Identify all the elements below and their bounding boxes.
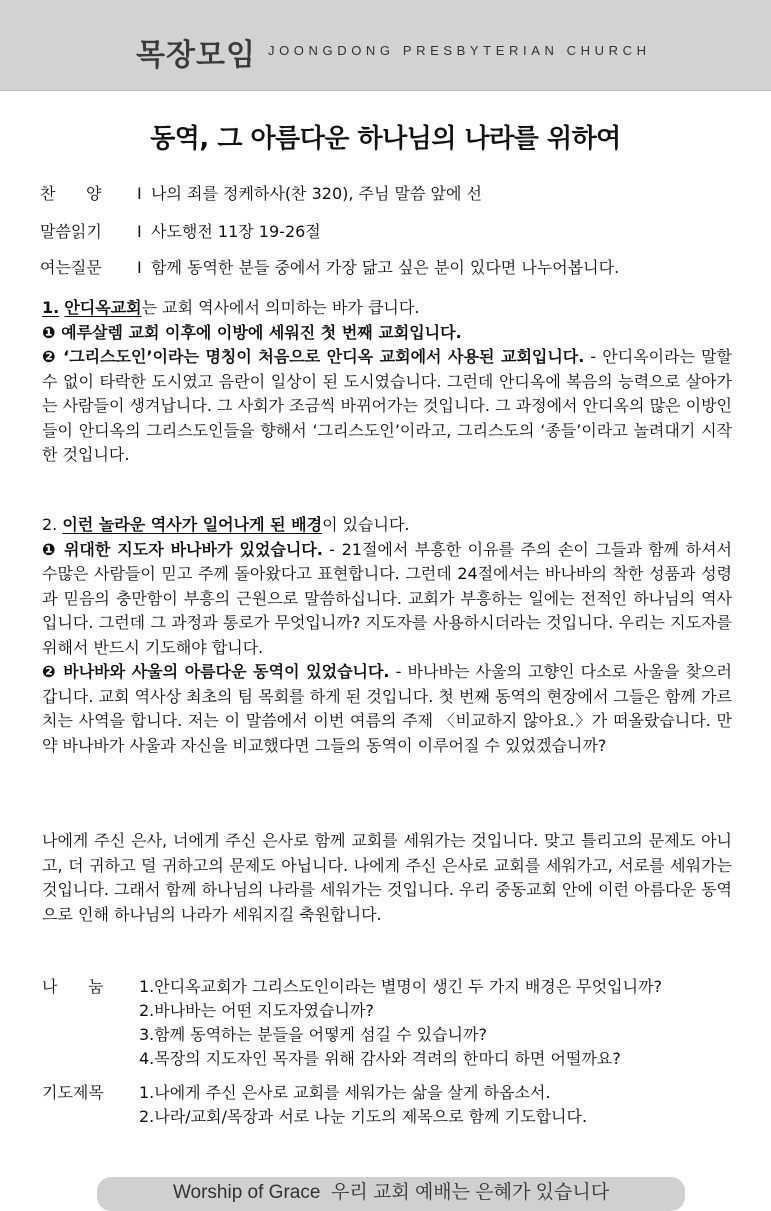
section-point (42, 538, 732, 661)
section-point: ❶ 예루살렘 교회 이후에 이방에 세워진 첫 번째 교회입니다. (42, 322, 462, 342)
section-1 (42, 296, 732, 468)
section-2 (42, 513, 732, 758)
point-text: - 21절에서 부흥한 이유를 주의 손이 그들과 함께 하셔서 수많은 사람들이 믿고 주께 돌아왔다고 표현합니다. 그런데 24절에서는 바나바의 착한 성품과 성령과 믿음의 충만함이 부흥의 근원으로 말씀하십니다. 교회가 부흥하는 일에는 전적인 하나님의 역사입니다. 그런데 그 과정과 통로가 무엇입니까? 지도자를 사용하시더라는 것입니다. 우리는 지도자를 위해서 반드시 기도해야 합니다. (42, 539, 733, 657)
brand-title: 목장모임 (136, 38, 256, 73)
info-label: 찬 양 (40, 184, 102, 203)
section-heading (42, 296, 732, 321)
footer-korean: 우리 교회 예배는 은혜가 있습니다 (330, 1182, 610, 1203)
point-heading: ❶ 위대한 지도자 바나바가 있었습니다. (42, 539, 323, 559)
info-row-opening-question (40, 255, 619, 278)
footer-banner (97, 1177, 685, 1211)
sharing-label: 나 눔 (42, 977, 104, 996)
point-text: - 바나바는 사울의 고향인 다소로 사울을 찾으러 갑니다. 교회 역사상 최초의 팀 목회를 하게 된 것입니다. 첫 번째 동역의 현장에서 그들은 함께 가르치는 사역을 합니다. 저는 이 말씀에서 이번 여름의 주제 〈비교하지 않아요.〉가 떠올랐습니다. 만약 바나바가 사울과 자신을 비교했다면 그들의 동역이 이루어질 수 있었겠습니까? (42, 662, 732, 755)
list-item: 2.나라/교회/목장과 서로 나눈 기도의 제목으로 함께 기도합니다. (139, 1107, 588, 1126)
info-row-scripture (40, 219, 321, 242)
info-separator: I (137, 222, 142, 241)
section-point (42, 345, 732, 468)
list-item: 1.안디옥교회가 그리스도인이라는 별명이 생긴 두 가지 배경은 무엇입니까? (139, 977, 663, 996)
prayer-list (139, 1081, 587, 1129)
section-heading-underlined: 안디옥교회 (64, 298, 142, 317)
closing-text: 나에게 주신 은사, 너에게 주신 은사로 함께 교회를 세워가는 것입니다. 맞고 틀리고의 문제도 아니고, 더 귀하고 덜 귀하고의 문제도 아닙니다. 나에게 주신 은사로 교회를 세워가고, 서로를 세워가는 것입니다. 그래서 함께 하나님의 나라를 세워가는 것입니다. 우리 중동교회 안에 이런 아름다운 동역으로 인해 하나님의 나라가 세워지길 축원합니다. (42, 831, 732, 924)
info-separator: I (137, 258, 142, 277)
point-text: - 안디옥이라는 말할 수 없이 타락한 도시였고 음란이 일상이 된 도시였습니다. 그런데 안디옥에 복음의 능력으로 살아가는 사람들이 생겨납니다. 그 사회가 조금씩 바뀌어가는 것입니다. 그 과정에서 안디옥의 많은 이방인들이 안디옥의 그리스도인들을 향해서 ‘그리스도인’이라고, 그리스도의 ‘종들’이라고 놀려대기 시작한 것입니다. (42, 347, 732, 464)
section-heading-rest: 이 있습니다. (322, 515, 410, 534)
info-row-hymn (40, 181, 482, 204)
info-separator: I (137, 184, 142, 203)
sharing-questions (42, 975, 742, 1075)
section-heading (42, 513, 732, 538)
info-value: 사도행전 11장 19-26절 (151, 222, 321, 241)
list-item: 4.목장의 지도자인 목자를 위해 감사와 격려의 한마디 하면 어떨까요? (139, 1049, 621, 1068)
section-number: 2. (42, 515, 58, 534)
info-value: 함께 동역한 분들 중에서 가장 닮고 싶은 분이 있다면 나누어봅니다. (151, 258, 620, 277)
section-point (42, 660, 732, 758)
page-title: 동역, 그 아름다운 하나님의 나라를 위하여 (150, 124, 621, 154)
info-label: 여는질문 (40, 258, 102, 277)
info-label: 말씀읽기 (40, 222, 102, 241)
info-value: 나의 죄를 정케하사(찬 320), 주님 말씀 앞에 선 (151, 184, 483, 203)
footer-english: Worship of Grace (172, 1182, 321, 1203)
section-heading-underlined: 이런 놀라운 역사가 일어나게 된 배경 (62, 515, 323, 534)
point-heading: ❷ 바나바와 사울의 아름다운 동역이 있었습니다. (42, 662, 390, 681)
church-name: JOONGDONG PRESBYTERIAN CHURCH (268, 43, 651, 58)
section-heading-rest: 는 교회 역사에서 의미하는 바가 큽니다. (141, 298, 420, 317)
point-heading: ❷ ‘그리스도인’이라는 명칭이 처음으로 안디옥 교회에서 사용된 교회입니다. (42, 347, 585, 366)
page-header (0, 0, 771, 91)
list-item: 3.함께 동역하는 분들을 어떻게 섬길 수 있습니까? (139, 1025, 487, 1044)
list-item: 1.나에게 주신 은사로 교회를 세워가는 삶을 살게 하옵소서. (139, 1083, 551, 1102)
section-number: 1. (42, 298, 60, 317)
prayer-label: 기도제목 (42, 1083, 104, 1102)
closing-paragraph (42, 829, 732, 927)
sharing-list (139, 975, 662, 1071)
prayer-topics (42, 1081, 742, 1133)
list-item: 2.바나바는 어떤 지도자였습니까? (139, 1001, 374, 1020)
